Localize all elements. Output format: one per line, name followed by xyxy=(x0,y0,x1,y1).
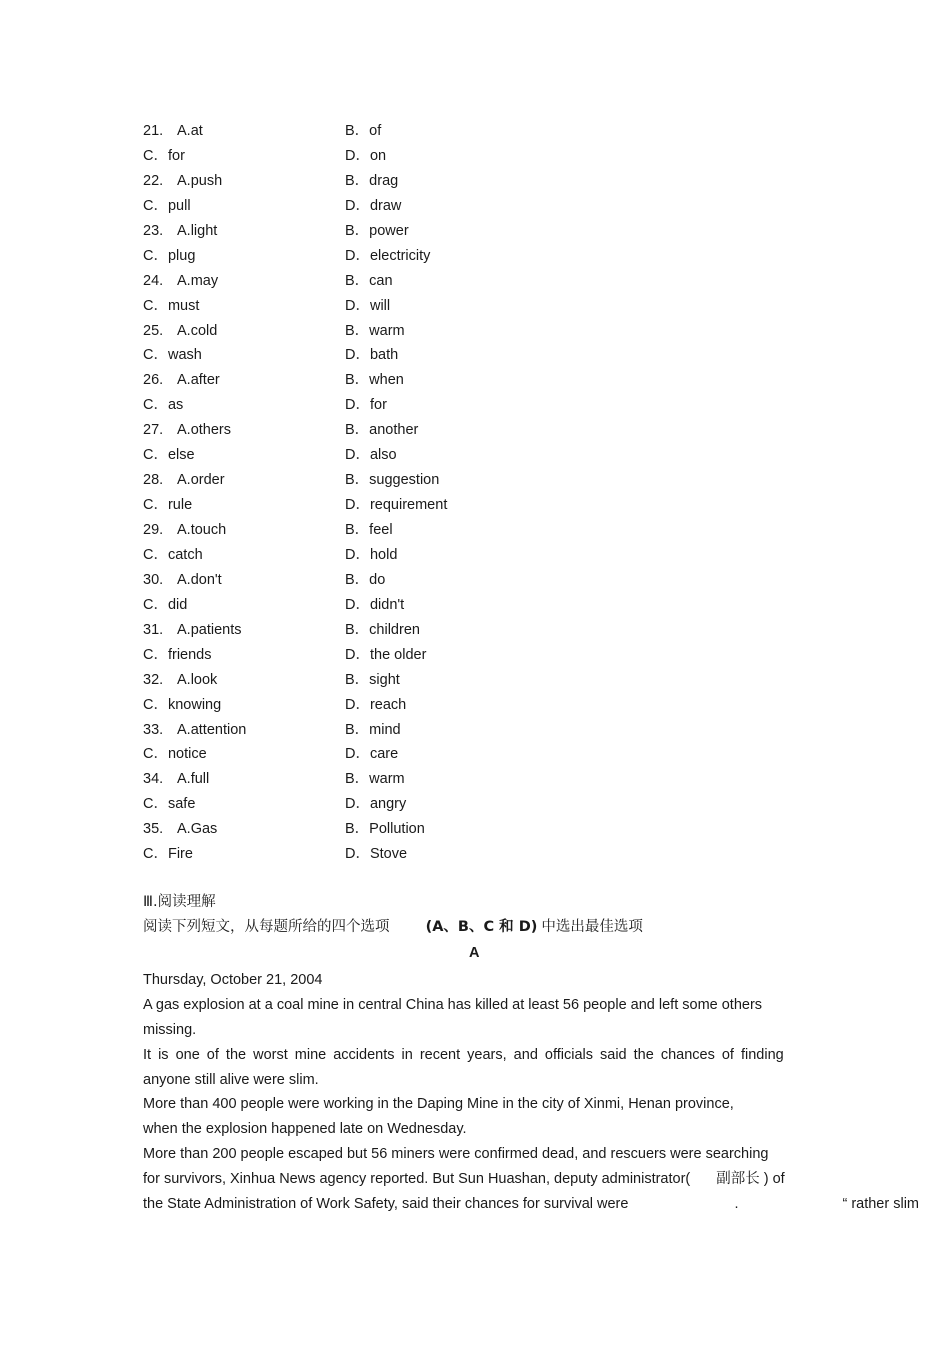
chinese-gloss: 副部长 xyxy=(716,1171,760,1188)
option-text: A.may xyxy=(177,272,219,289)
option-left xyxy=(143,793,195,815)
question-number: 23. xyxy=(143,222,164,239)
question-number: 26. xyxy=(143,372,164,389)
reading-section-header xyxy=(143,890,943,940)
option-text: C．did xyxy=(143,596,188,613)
option-text: C．catch xyxy=(143,546,203,563)
option-left xyxy=(143,394,183,416)
passage-line: More than 200 people escaped but 56 miners were confirmed dead, and rescuers were searching xyxy=(143,1146,769,1163)
option-right: B．sight xyxy=(345,671,400,688)
option-right: D．also xyxy=(345,447,397,464)
instruction-pre: 阅读下列短文，从每题所给的四个选项 xyxy=(143,919,390,935)
option-right: D．draw xyxy=(345,197,402,214)
option-left xyxy=(143,818,217,840)
option-right: B．children xyxy=(345,621,420,638)
option-text: A.light xyxy=(177,222,218,239)
option-text: C．must xyxy=(143,297,200,314)
option-text: A.others xyxy=(177,422,231,439)
option-text: A.cold xyxy=(177,322,218,339)
option-text: C．as xyxy=(143,397,184,414)
option-text: C．notice xyxy=(143,746,207,763)
option-text: A.push xyxy=(177,172,223,189)
question-number: 28. xyxy=(143,472,164,489)
question-number: 21. xyxy=(143,123,164,139)
passage-line-part: the State Administration of Work Safety, said their chances for survival were xyxy=(143,1196,629,1213)
option-right: D．care xyxy=(345,746,399,763)
option-text: A.touch xyxy=(177,522,227,538)
option-left xyxy=(143,469,225,491)
option-right: B．warm xyxy=(345,771,405,788)
option-left xyxy=(143,494,192,516)
option-left xyxy=(143,220,217,242)
option-right: B．suggestion xyxy=(345,472,440,489)
option-text: A.order xyxy=(177,472,225,489)
passage-line xyxy=(143,1192,943,1217)
option-right: B．mind xyxy=(345,721,401,738)
option-left xyxy=(143,519,226,541)
option-right: D．electricity xyxy=(345,247,431,264)
passage-line-part: . xyxy=(734,1196,739,1213)
option-right: B．when xyxy=(345,372,404,389)
option-text: C．rule xyxy=(143,497,193,514)
option-text: C．pull xyxy=(143,197,191,214)
question-number: 35. xyxy=(143,821,164,838)
option-right: D．requirement xyxy=(345,497,448,514)
option-left xyxy=(143,644,212,666)
passage-line-part: “ rather slim xyxy=(842,1196,920,1213)
option-left xyxy=(143,320,217,342)
option-left xyxy=(143,594,187,616)
option-left xyxy=(143,295,199,317)
option-right: D．the older xyxy=(345,646,427,663)
option-right: B．can xyxy=(345,272,393,289)
option-right: B．another xyxy=(345,422,419,439)
option-left xyxy=(143,419,231,441)
option-right: B．warm xyxy=(345,322,405,339)
option-left xyxy=(143,444,195,466)
option-left xyxy=(143,369,220,391)
passage-line: A gas explosion at a coal mine in central China has killed at least 56 people and left some others xyxy=(143,996,763,1013)
option-left xyxy=(143,768,209,790)
option-text: C．wash xyxy=(143,347,202,364)
option-text: C．for xyxy=(143,147,185,164)
option-left xyxy=(143,120,203,142)
option-left xyxy=(143,195,191,217)
option-right: B．of xyxy=(345,123,382,139)
option-left xyxy=(143,245,195,267)
option-right: B．Pollution xyxy=(345,821,425,838)
question-number: 32. xyxy=(143,671,164,688)
option-left xyxy=(143,694,221,716)
option-right: D．for xyxy=(345,397,387,414)
instruction-post: 中选出最佳选项 xyxy=(541,919,643,935)
option-text: A.at xyxy=(177,123,203,139)
question-number: 24. xyxy=(143,272,164,289)
passage-line: when the explosion happened late on Wednesday. xyxy=(143,1121,467,1138)
option-right: D．Stove xyxy=(345,846,408,863)
option-text: A.Gas xyxy=(177,821,218,838)
option-text: C．else xyxy=(143,447,195,464)
passage-line: missing. xyxy=(143,1021,197,1038)
passage-label: A xyxy=(469,945,480,961)
option-text: A.attention xyxy=(177,721,247,738)
option-right: D．will xyxy=(345,297,391,314)
option-left xyxy=(143,544,203,566)
option-right: B．drag xyxy=(345,172,399,189)
option-left xyxy=(143,270,218,292)
option-right: D．angry xyxy=(345,796,407,813)
option-left xyxy=(143,619,242,641)
option-text: C．knowing xyxy=(143,696,222,713)
option-text: C．Fire xyxy=(143,846,193,863)
option-right: D．bath xyxy=(345,347,399,364)
passage xyxy=(143,968,943,1217)
option-text: A.patients xyxy=(177,621,242,638)
option-left xyxy=(143,719,246,741)
option-text: A.full xyxy=(177,771,210,788)
option-text: C．friends xyxy=(143,646,212,663)
passage-line: More than 400 people were working in the Daping Mine in the city of Xinmi, Henan province, xyxy=(143,1096,734,1113)
question-number: 34. xyxy=(143,771,164,788)
option-left xyxy=(143,669,217,691)
option-left xyxy=(143,344,202,366)
passage-date: Thursday, October 21, 2004 xyxy=(143,972,323,988)
section-instruction xyxy=(143,915,943,940)
question-number: 33. xyxy=(143,721,164,738)
option-left xyxy=(143,145,185,167)
option-left xyxy=(143,743,207,765)
question-number: 31. xyxy=(143,621,164,638)
option-right: B．do xyxy=(345,571,386,588)
question-number: 29. xyxy=(143,522,164,538)
passage-line: It is one of the worst mine accidents in recent years, and officials said the chances of finding xyxy=(143,1046,784,1063)
option-text: A.after xyxy=(177,372,220,389)
passage-line-part: ) of xyxy=(763,1171,785,1188)
option-left xyxy=(143,170,222,192)
passage-line-part: for survivors, Xinhua News agency reported. But Sun Huashan, deputy administrator( xyxy=(143,1171,691,1188)
question-number: 22. xyxy=(143,172,164,189)
option-text: A.don't xyxy=(177,571,222,588)
instruction-bold: (A、B、C 和 D) xyxy=(425,919,538,935)
option-text: A.look xyxy=(177,671,218,688)
option-right: D．reach xyxy=(345,696,407,713)
option-right: D．hold xyxy=(345,546,398,563)
passage-line xyxy=(143,1167,943,1192)
option-text: C．plug xyxy=(143,247,196,264)
option-right: D．on xyxy=(345,147,387,164)
option-left xyxy=(143,569,222,591)
question-number: 30. xyxy=(143,571,164,588)
option-left xyxy=(143,843,193,865)
question-number: 25. xyxy=(143,322,164,339)
option-right: D．didn't xyxy=(345,596,405,613)
section-heading: Ⅲ.阅读理解 xyxy=(143,894,216,910)
passage-line: anyone still alive were slim. xyxy=(143,1071,319,1088)
option-right: B．feel xyxy=(345,522,393,538)
option-right: B．power xyxy=(345,222,409,239)
question-number: 27. xyxy=(143,422,164,439)
option-text: C．safe xyxy=(143,796,196,813)
